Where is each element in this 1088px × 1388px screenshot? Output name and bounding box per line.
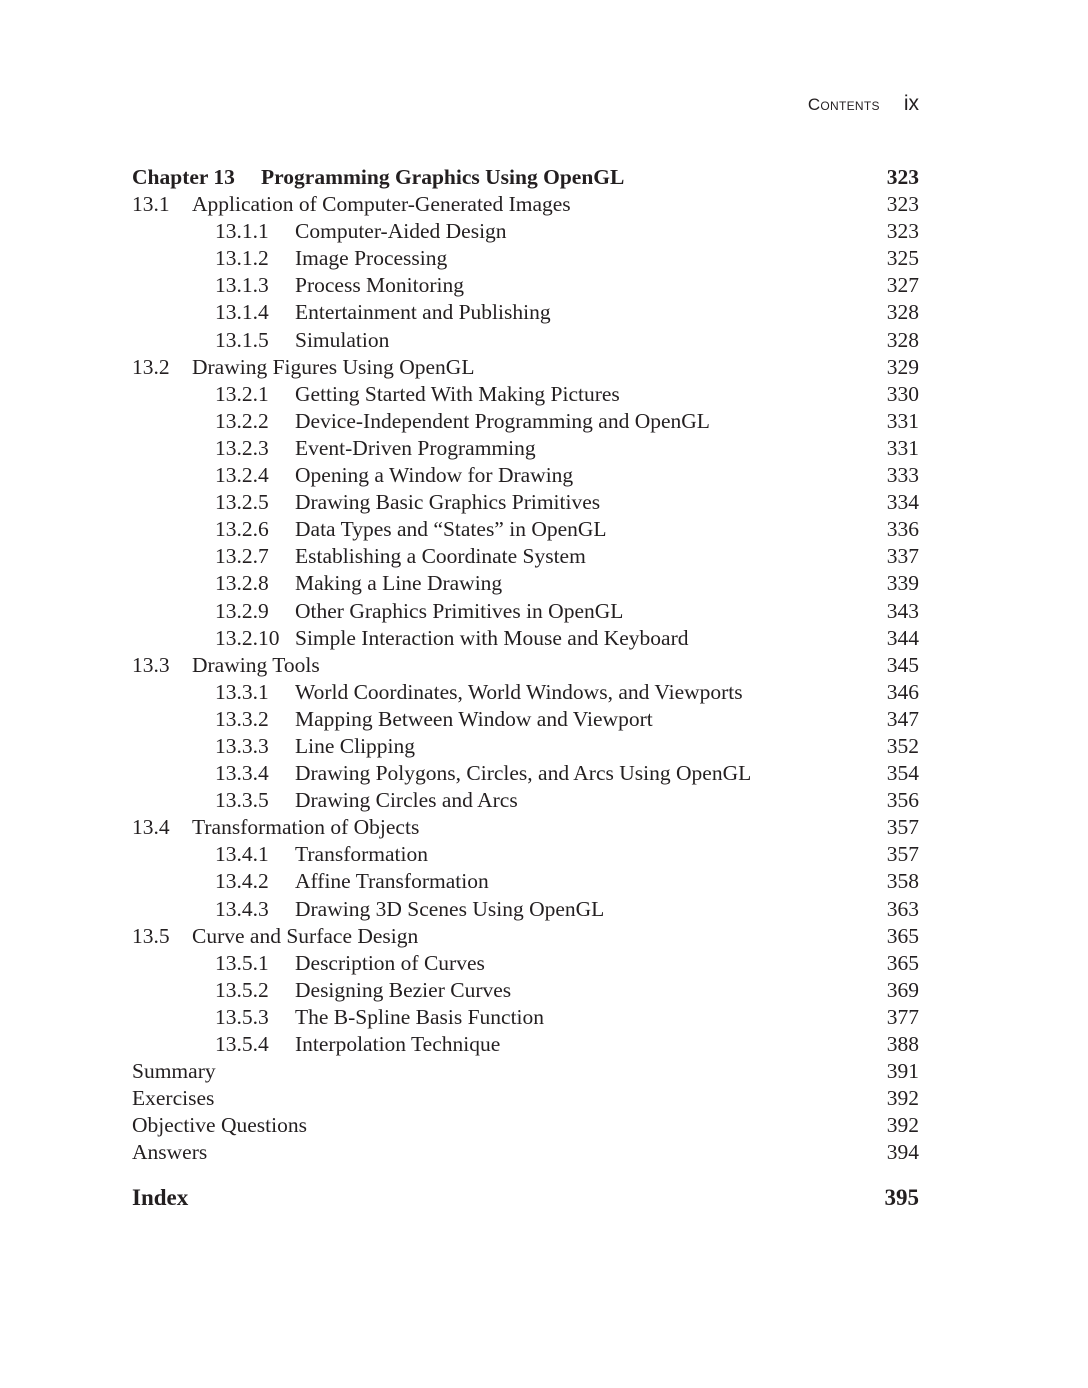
toc-entry[interactable] [132, 625, 919, 652]
toc-entry[interactable] [132, 706, 919, 733]
toc-entry[interactable] [132, 923, 919, 950]
toc-entry-title: Making a Line Drawing [295, 571, 503, 596]
toc-entry-title: Affine Transformation [295, 869, 489, 894]
toc-entry[interactable] [132, 570, 919, 597]
toc-entry-number: 13.4.3 [215, 896, 269, 921]
toc-entry-page: 343 [886, 598, 919, 623]
toc-entry-page: 346 [886, 679, 919, 704]
toc-entry[interactable] [132, 435, 919, 462]
toc-entry-page: 337 [886, 544, 919, 569]
toc-entry-page: 328 [886, 327, 919, 352]
toc-entry-page: 334 [886, 490, 919, 515]
running-title: Contents [807, 95, 880, 114]
toc-entry-title: Drawing Figures Using OpenGL [192, 354, 475, 379]
toc-entry-title: Simple Interaction with Mouse and Keyboard [295, 625, 689, 650]
toc-entry-number: 13.1.4 [215, 300, 269, 325]
toc-entry-page: 357 [886, 842, 919, 867]
toc-index-entry[interactable] [132, 1184, 919, 1211]
toc-entry-number: 13.5.2 [215, 977, 269, 1002]
toc-entry-title: World Coordinates, World Windows, and Viewports [295, 679, 743, 704]
toc-entry[interactable] [132, 1112, 919, 1139]
running-head [808, 92, 919, 116]
toc-entry[interactable] [132, 272, 919, 299]
toc-entry-title: Process Monitoring [295, 273, 465, 298]
toc-entry-number: 13.3.5 [215, 788, 269, 813]
toc-entry-title: Interpolation Technique [295, 1032, 501, 1056]
toc-entry-page: 328 [886, 300, 919, 325]
toc-entry-number: 13.3.2 [215, 706, 269, 731]
table-of-contents [132, 164, 919, 1212]
chapter-title: Programming Graphics Using OpenGL [261, 165, 625, 189]
toc-entry-number: 13.2.6 [215, 517, 269, 542]
toc-entry-page: 339 [886, 571, 919, 596]
toc-chapter-heading[interactable] [132, 164, 919, 191]
toc-entry-page: 357 [886, 815, 919, 840]
toc-entry-number: 13.1.3 [215, 273, 269, 298]
toc-entry[interactable] [132, 733, 919, 760]
toc-entry-page: 333 [886, 463, 919, 488]
toc-entry-page: 347 [886, 706, 919, 731]
toc-entry[interactable] [132, 896, 919, 923]
toc-entry-page: 329 [886, 354, 919, 379]
toc-entry-title: Curve and Surface Design [192, 923, 419, 948]
toc-entry[interactable] [132, 950, 919, 977]
toc-entry-page: 330 [886, 381, 919, 406]
toc-entries [132, 191, 919, 1166]
toc-entry-title: Data Types and “States” in OpenGL [295, 517, 607, 542]
toc-entry[interactable] [132, 787, 919, 814]
toc-entry-number: 13.2.10 [215, 625, 280, 650]
toc-entry-title: Designing Bezier Curves [295, 977, 512, 1002]
toc-entry-page: 377 [886, 1004, 919, 1029]
toc-entry-title: Device-Independent Programming and OpenGL [295, 408, 710, 433]
toc-entry[interactable] [132, 977, 919, 1004]
toc-entry[interactable] [132, 841, 919, 868]
toc-entry[interactable] [132, 868, 919, 895]
toc-entry[interactable] [132, 598, 919, 625]
toc-entry-title: Transformation of Objects [192, 815, 420, 840]
toc-entry[interactable] [132, 354, 919, 381]
toc-entry-number: 13.4.2 [215, 869, 269, 894]
toc-entry[interactable] [132, 381, 919, 408]
toc-entry[interactable] [132, 1058, 919, 1085]
toc-entry-number: 13.3.3 [215, 733, 269, 758]
toc-entry[interactable] [132, 1085, 919, 1112]
toc-entry-title: Drawing 3D Scenes Using OpenGL [295, 896, 605, 921]
toc-entry[interactable] [132, 1004, 919, 1031]
toc-entry-number: 13.1.1 [215, 219, 269, 244]
toc-entry-number: 13.2.2 [215, 408, 269, 433]
toc-entry-page: 392 [886, 1086, 919, 1111]
toc-entry-number: 13.2.4 [215, 463, 269, 488]
index-page: 395 [884, 1185, 919, 1211]
toc-entry-title: Description of Curves [295, 950, 485, 975]
toc-entry-number: 13.3 [132, 652, 170, 677]
toc-entry-page: 352 [886, 733, 919, 758]
toc-entry-title: Event-Driven Programming [295, 435, 536, 460]
toc-entry-title: Establishing a Coordinate System [295, 544, 586, 569]
toc-entry-page: 392 [886, 1113, 919, 1138]
toc-entry[interactable] [132, 1031, 919, 1058]
toc-entry-title: Entertainment and Publishing [295, 300, 551, 325]
toc-entry-number: 13.3.4 [215, 761, 269, 786]
toc-entry-page: 323 [886, 219, 919, 244]
toc-entry[interactable] [132, 652, 919, 679]
toc-entry-number: 13.3.1 [215, 679, 269, 704]
toc-entry-title: Getting Started With Making Pictures [295, 381, 620, 406]
toc-entry-page: 365 [886, 950, 919, 975]
toc-entry[interactable] [132, 327, 919, 354]
toc-entry-page: 394 [886, 1140, 919, 1165]
toc-entry-title: Drawing Basic Graphics Primitives [295, 490, 601, 515]
toc-entry-title: Other Graphics Primitives in OpenGL [295, 598, 624, 623]
toc-entry-number: 13.4.1 [215, 842, 269, 867]
toc-entry-number: 13.5.3 [215, 1004, 269, 1029]
toc-entry[interactable] [132, 191, 919, 218]
toc-entry-title: Answers [132, 1140, 208, 1165]
toc-entry-page: 391 [886, 1059, 919, 1084]
toc-entry[interactable] [132, 489, 919, 516]
toc-entry-title: Opening a Window for Drawing [295, 463, 574, 488]
chapter-page: 323 [886, 165, 919, 189]
toc-entry-title: Application of Computer-Generated Images [192, 192, 571, 217]
toc-entry-number: 13.2.7 [215, 544, 269, 569]
toc-entry[interactable] [132, 408, 919, 435]
toc-entry[interactable] [132, 814, 919, 841]
toc-entry-number: 13.2.9 [215, 598, 269, 623]
toc-entry-page: 331 [886, 435, 919, 460]
toc-entry-number: 13.5 [132, 923, 170, 948]
toc-entry[interactable] [132, 679, 919, 706]
toc-entry-number: 13.2.1 [215, 381, 269, 406]
toc-entry-title: Mapping Between Window and Viewport [295, 706, 653, 731]
toc-entry-title: Summary [132, 1059, 216, 1084]
toc-entry-title: Exercises [132, 1086, 215, 1111]
toc-entry-title: The B-Spline Basis Function [295, 1004, 545, 1029]
toc-entry-page: 327 [886, 273, 919, 298]
toc-entry[interactable] [132, 462, 919, 489]
toc-entry-number: 13.2.5 [215, 490, 269, 515]
toc-entry-title: Simulation [295, 327, 390, 352]
toc-entry-title: Computer-Aided Design [295, 219, 507, 244]
toc-entry-number: 13.1 [132, 192, 170, 217]
toc-entry-page: 363 [886, 896, 919, 921]
toc-entry-page: 336 [886, 517, 919, 542]
toc-entry-number: 13.5.4 [215, 1032, 269, 1056]
toc-entry[interactable] [132, 1139, 919, 1166]
toc-entry-page: 358 [886, 869, 919, 894]
toc-entry[interactable] [132, 516, 919, 543]
toc-entry-number: 13.2.3 [215, 435, 269, 460]
toc-entry-title: Transformation [295, 842, 428, 867]
toc-entry[interactable] [132, 245, 919, 272]
toc-entry-title: Image Processing [295, 246, 448, 271]
toc-entry-page: 356 [886, 788, 919, 813]
toc-entry-title: Objective Questions [132, 1113, 307, 1138]
toc-entry-page: 344 [886, 625, 919, 650]
toc-entry-page: 325 [886, 246, 919, 271]
toc-entry[interactable] [132, 299, 919, 326]
toc-entry-number: 13.2.8 [215, 571, 269, 596]
toc-entry[interactable] [132, 543, 919, 570]
toc-entry-page: 365 [886, 923, 919, 948]
chapter-number: Chapter 13 [132, 165, 235, 189]
toc-entry-title: Drawing Polygons, Circles, and Arcs Using OpenGL [295, 761, 752, 786]
toc-entry-page: 331 [886, 408, 919, 433]
toc-entry-number: 13.2 [132, 354, 170, 379]
toc-entry-title: Line Clipping [295, 733, 416, 758]
toc-entry-page: 354 [886, 761, 919, 786]
toc-entry[interactable] [132, 218, 919, 245]
toc-entry-page: 388 [886, 1032, 919, 1056]
toc-entry-page: 345 [886, 652, 919, 677]
toc-entry-page: 369 [886, 977, 919, 1002]
toc-entry-number: 13.4 [132, 815, 170, 840]
toc-entry-number: 13.5.1 [215, 950, 269, 975]
toc-entry-title: Drawing Circles and Arcs [295, 788, 518, 813]
toc-entry-page: 323 [886, 192, 919, 217]
index-title: Index [132, 1185, 189, 1211]
page-number: ix [903, 92, 919, 115]
toc-entry[interactable] [132, 760, 919, 787]
toc-entry-number: 13.1.5 [215, 327, 269, 352]
toc-entry-number: 13.1.2 [215, 246, 269, 271]
toc-entry-title: Drawing Tools [192, 652, 320, 677]
